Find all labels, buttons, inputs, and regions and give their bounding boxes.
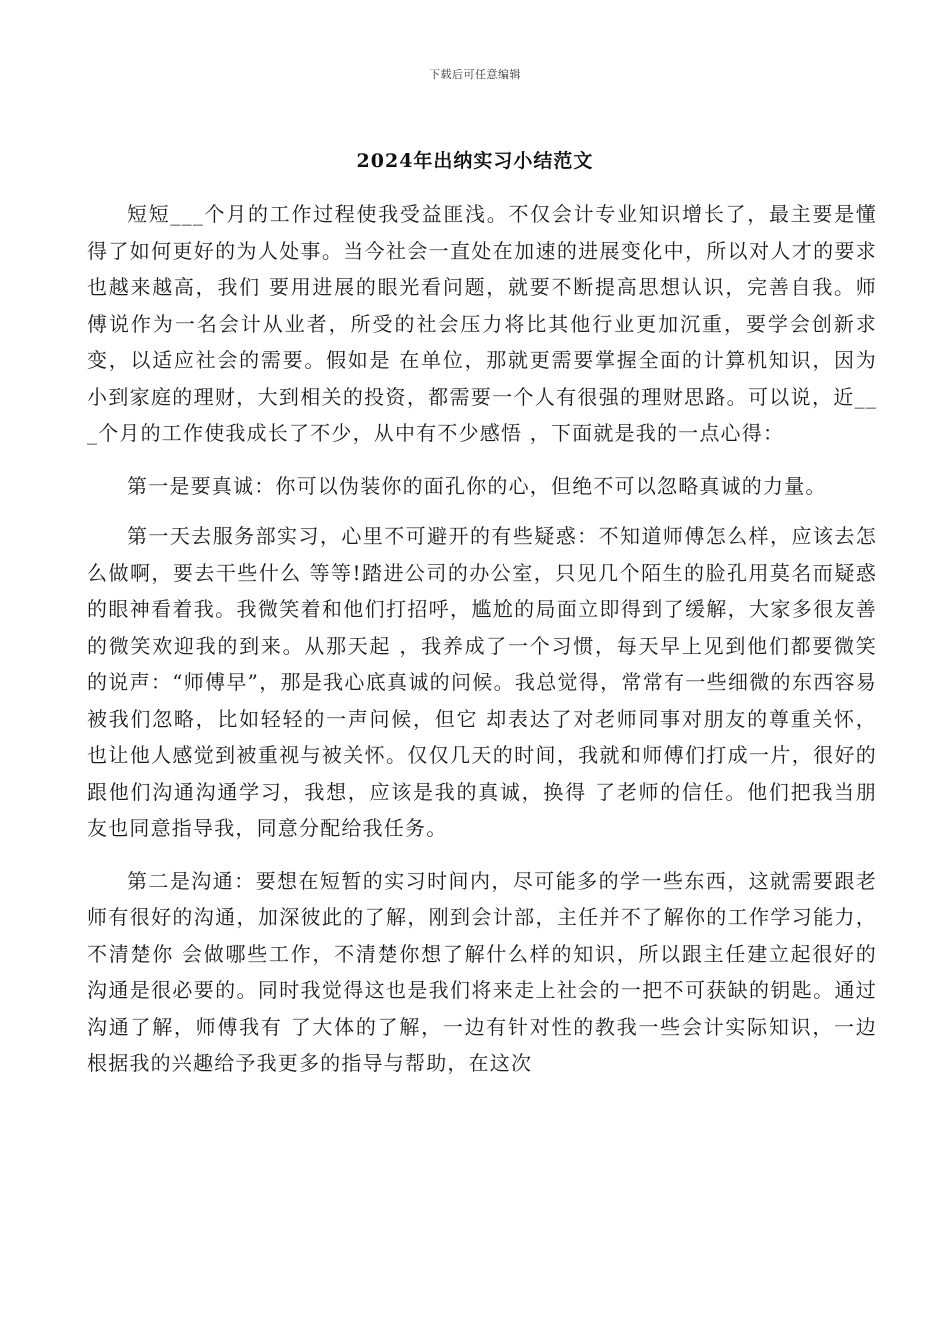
header-note: 下载后可任意编辑 (429, 68, 521, 81)
document-title: 2024年出纳实习小结范文 (356, 150, 594, 172)
paragraph-point-sincerity: 第一是要真诚：你可以伪装你的面孔你的心，但绝不可以忽略真诚的力量。 (127, 473, 827, 498)
paragraph-intro: 短短___个月的工作过程使我受益匪浅。不仅会计专业知识增长了，最主要是懂得了如何更好的为人处事。当今社会一直处在加速的进展变化中，所以对人才的要求也越来越高，我们 要用进展的眼光看问题，就要不断提高思想认识，完善自我。师傅说作为一名会计从业者，所受的社会压力将比其他行业更加沉重，要学会创新求变，以适应社会的需要。假如是 在单位，那就更需要掌握全面的计算机知识，因为小到家庭的理财，大到相关的投资，都需要一个人有很强的理财思路。可以说，近___个月的工作使我成长了不少，从中有不少感悟 ，下面就是我的一点心得： (87, 202, 877, 445)
paragraph-point-communication: 第二是沟通：要想在短暂的实习时间内，尽可能多的学一些东西，这就需要跟老师有很好的沟通，加深彼此的了解，刚到会计部，主任并不了解你的工作学习能力，不清楚你 会做哪些工作，不清楚你想了解什么样的知识，所以跟主任建立起很好的沟通是很必要的。同时我觉得这也是我们将来走上社会的一把不可获缺的钥匙。通过沟通了解，师傅我有 了大体的了解，一边有针对性的教我一些会计实际知识，一边根据我的兴趣给予我更多的指导与帮助，在这次 (87, 868, 877, 1075)
document-body (87, 196, 877, 1098)
paragraph-first-day: 第一天去服务部实习，心里不可避开的有些疑惑：不知道师傅怎么样，应该去怎么做啊，要去干些什么 等等!踏进公司的办公室，只见几个陌生的脸孔用莫名而疑惑的眼神看着我。我微笑着和他们打招呼，尴尬的局面立即得到了缓解，大家多很友善的微笑欢迎我的到来。从那天起 ，我养成了一个习惯，每天早上见到他们都要微笑的说声：“师傅早”，那是我心底真诚的问候。我总觉得，常常有一些细微的东西容易被我们忽略，比如轻轻的一声问候，但它 却表达了对老师同事对朋友的尊重关怀，也让他人感觉到被重视与被关怀。仅仅几天的时间，我就和师傅们打成一片，很好的跟他们沟通沟通学习，我想，应该是我的真诚，换得 了老师的信任。他们把我当朋友也同意指导我，同意分配给我任务。 (87, 524, 877, 840)
